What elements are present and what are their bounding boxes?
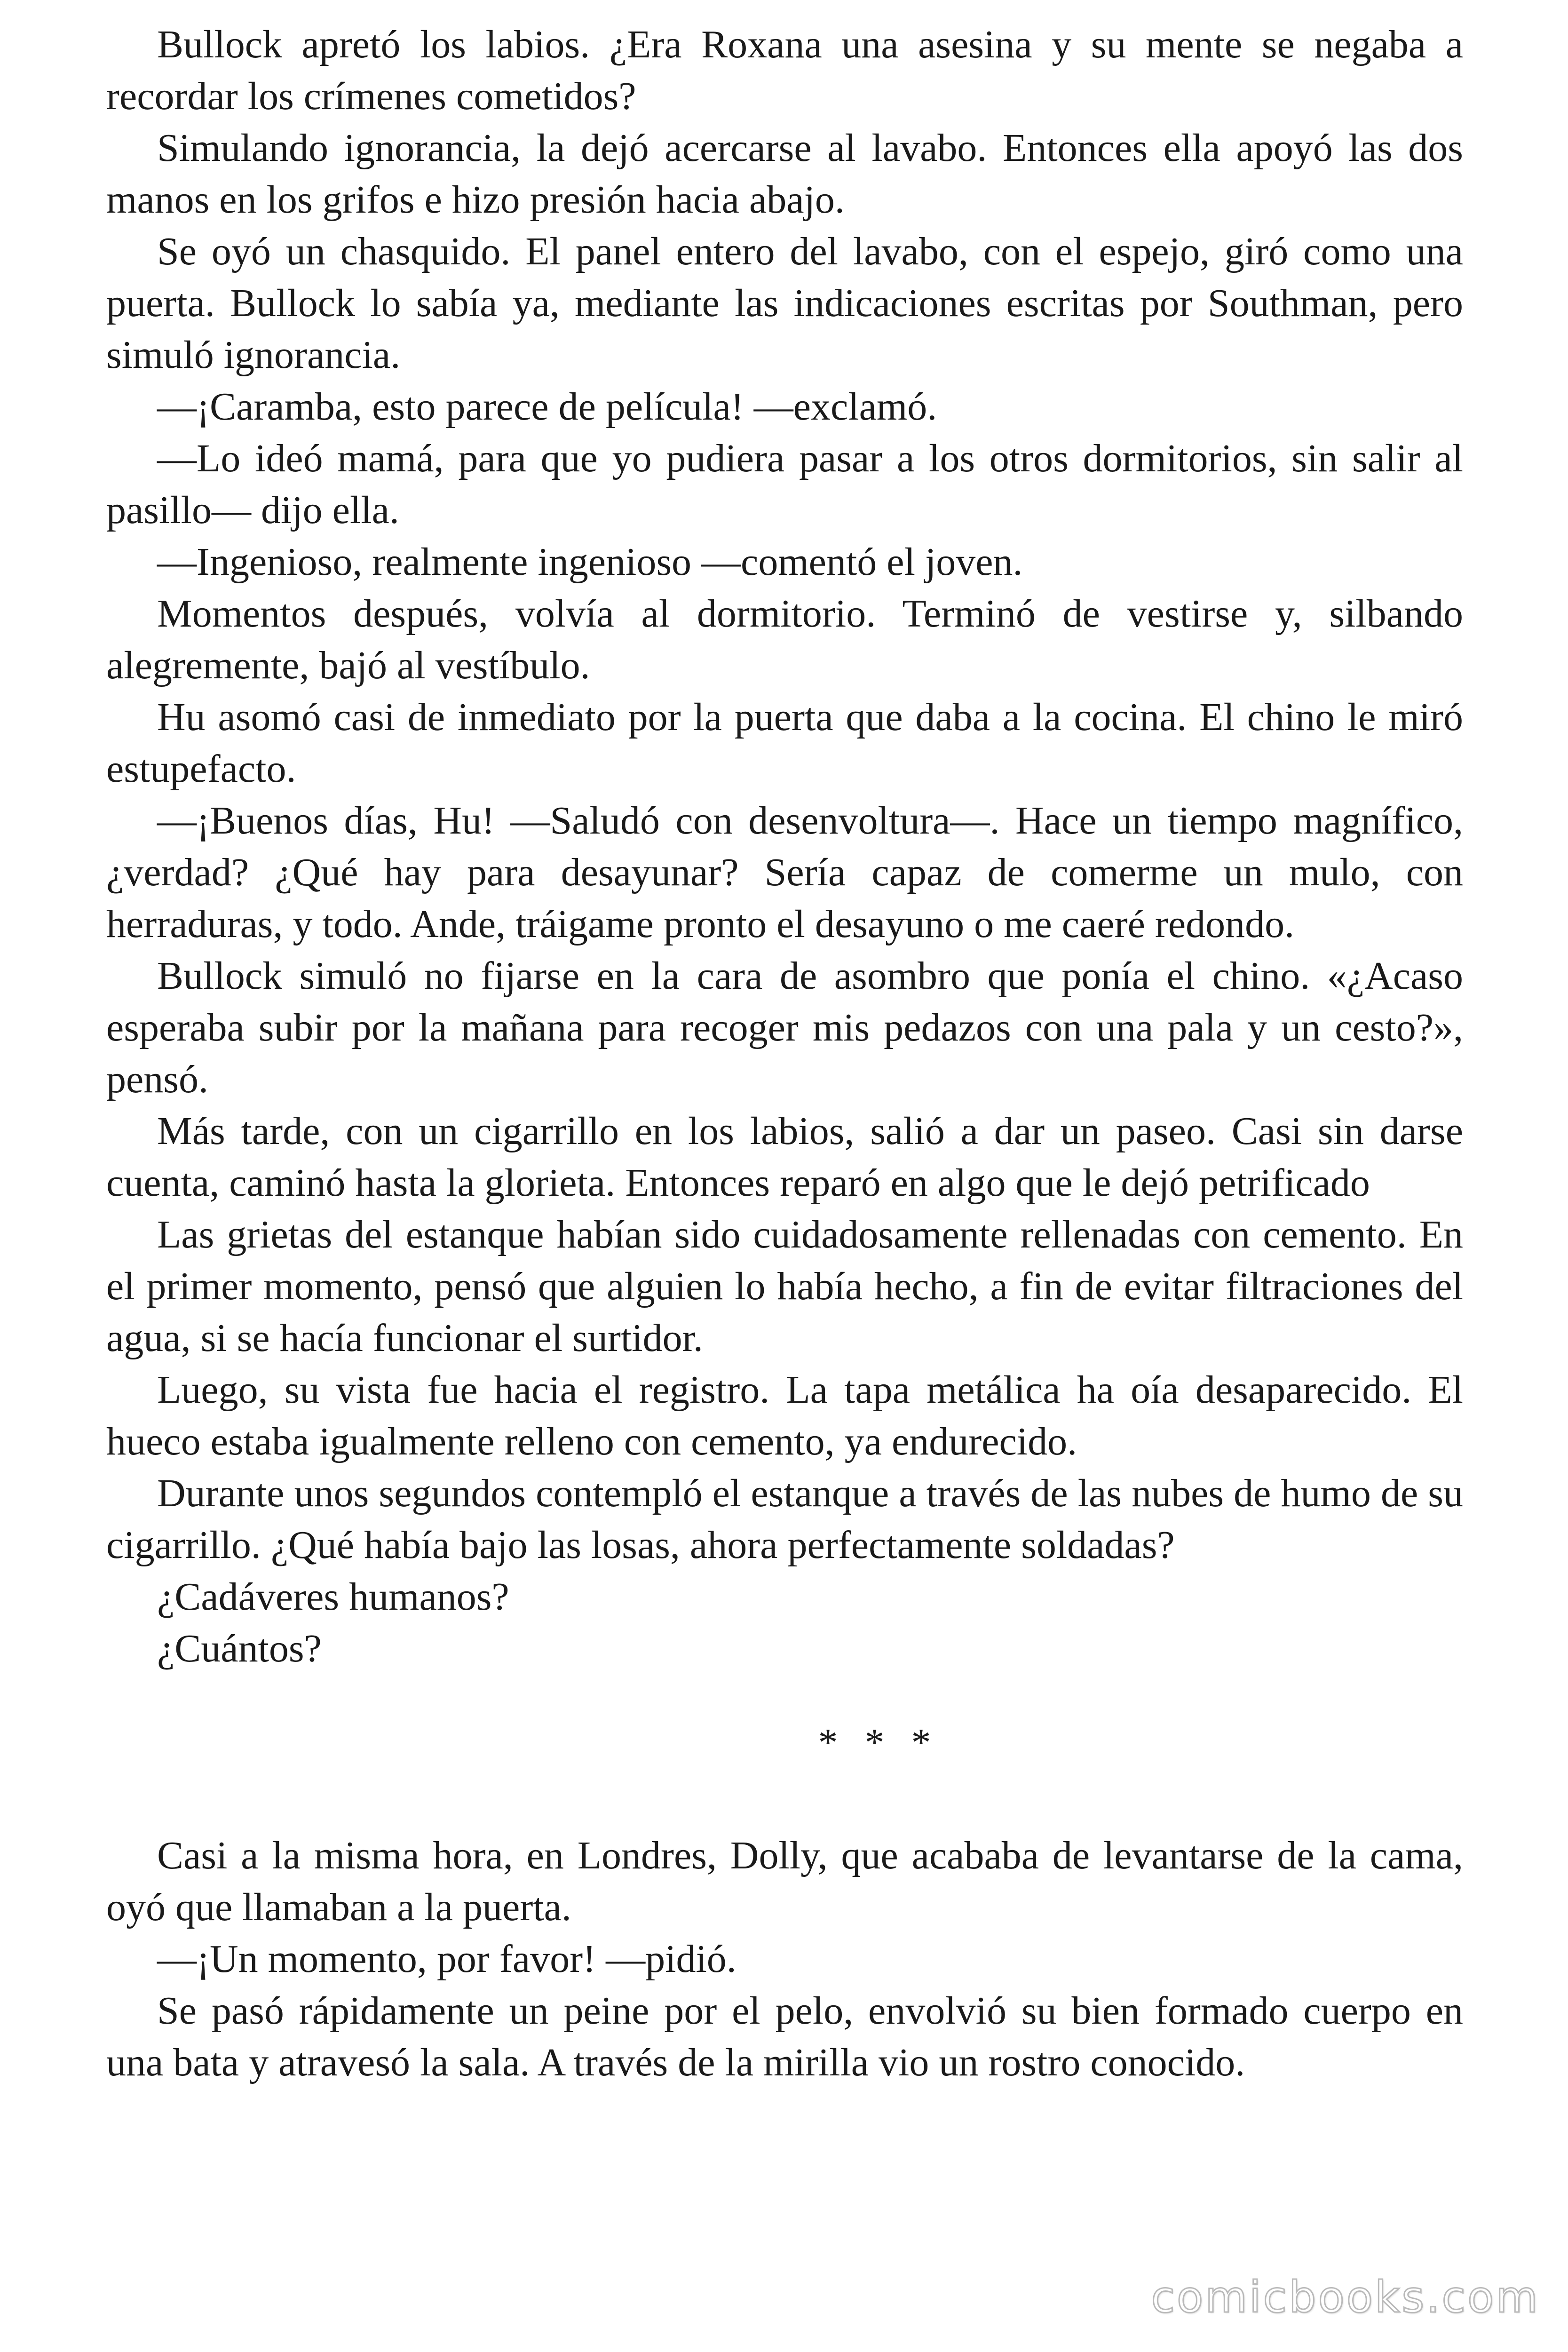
paragraph: Simulando ignorancia, la dejó acercarse al lavabo. Entonces ella apoyó las dos manos en los grifos e hizo presión hacia abajo. — [106, 126, 1463, 222]
body-text — [106, 19, 1463, 2089]
dialogue-paragraph: —¡Caramba, esto parece de película! —exclamó. — [157, 385, 937, 429]
paragraph: Más tarde, con un cigarrillo en los labios, salió a dar un paseo. Casi sin darse cuenta, caminó hasta la glorieta. Entonces reparó en algo que le dejó petrificado — [106, 1109, 1463, 1205]
paragraph: Se pasó rápidamente un peine por el pelo, envolvió su bien formado cuerpo en una bata y atravesó la sala. A través de la mirilla vio un rostro conocido. — [106, 1989, 1463, 2084]
paragraph: Las grietas del estanque habían sido cuidadosamente rellenadas con cemento. En el primer momento, pensó que alguien lo había hecho, a fin de evitar filtraciones del agua, si se hacía funcionar el surtidor. — [106, 1213, 1463, 1360]
paragraph: ¿Cuántos? — [157, 1627, 322, 1670]
dialogue-paragraph: —¡Buenos días, Hu! —Saludó con desenvoltura—. Hace un tiempo magnífico, ¿verdad? ¿Qué hay para desayunar? Sería capaz de comerme un mulo, con herraduras, y todo. Ande, tráigame pronto el desayuno o me caeré redondo. — [106, 799, 1463, 946]
paragraph: ¿Cadáveres humanos? — [157, 1575, 509, 1619]
paragraph: Casi a la misma hora, en Londres, Dolly, que acababa de levantarse de la cama, oyó que llamaban a la puerta. — [106, 1834, 1463, 1929]
paragraph: Bullock apretó los labios. ¿Era Roxana una asesina y su mente se negaba a recordar los crímenes cometidos? — [106, 23, 1463, 118]
dialogue-paragraph: —Ingenioso, realmente ingenioso —comentó el joven. — [157, 540, 1023, 584]
paragraph: Durante unos segundos contempló el estanque a través de las nubes de humo de su cigarrillo. ¿Qué había bajo las losas, ahora perfectamente soldadas? — [106, 1471, 1463, 1567]
watermark: comicbooks.com — [1151, 2272, 1540, 2322]
paragraph: Hu asomó casi de inmediato por la puerta que daba a la cocina. El chino le miró estupefacto. — [106, 695, 1463, 791]
paragraph: Bullock simuló no fijarse en la cara de asombro que ponía el chino. «¿Acaso esperaba subir por la mañana para recoger mis pedazos con una pala y un cesto?», pensó. — [106, 954, 1463, 1101]
dialogue-paragraph: —Lo ideó mamá, para que yo pudiera pasar a los otros dormitorios, sin salir al pasillo— dijo ella. — [106, 437, 1463, 532]
dialogue-paragraph: —¡Un momento, por favor! —pidió. — [157, 1937, 736, 1981]
paragraph: Se oyó un chasquido. El panel entero del lavabo, con el espejo, giró como una puerta. Bullock lo sabía ya, mediante las indicaciones escritas por Southman, pero simuló ignorancia. — [106, 230, 1463, 377]
paragraph: Momentos después, volvía al dormitorio. Terminó de vestirse y, silbando alegremente, bajó al vestíbulo. — [106, 592, 1463, 687]
scene-break: * * * — [818, 1721, 940, 1764]
paragraph: Luego, su vista fue hacia el registro. La tapa metálica ha oía desaparecido. El hueco estaba igualmente relleno con cemento, ya endurecido. — [106, 1368, 1463, 1463]
